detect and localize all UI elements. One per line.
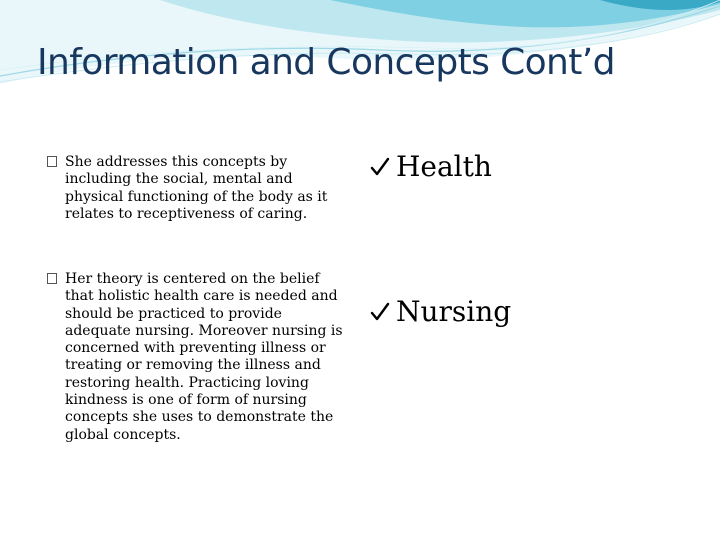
checklist-item [370,295,511,328]
checkmark-icon [370,150,392,183]
slide-title: Information and Concepts Cont’d [37,42,615,83]
bullet-text: She addresses this concepts by including the social, mental and physical functioning of the body as it relates to receptiveness of caring. [65,154,328,222]
bullet-box-icon [47,273,57,284]
checklist-label: Health [396,150,492,183]
bullet-text: Her theory is centered on the belief that holistic health care is needed and should be practiced to provide adequate nursing. Moreover nursing is concerned with preventing illness or treating or removing the illness and restoring health. Practicing loving kindness is one of form of nursing concepts she uses to demonstrate the global concepts. [65,271,343,443]
bullet-item [47,271,347,444]
checklist-item [370,150,492,183]
checkmark-icon [370,295,392,328]
bullet-item [47,154,347,223]
checklist-label: Nursing [396,295,512,328]
bullet-box-icon [47,156,57,167]
